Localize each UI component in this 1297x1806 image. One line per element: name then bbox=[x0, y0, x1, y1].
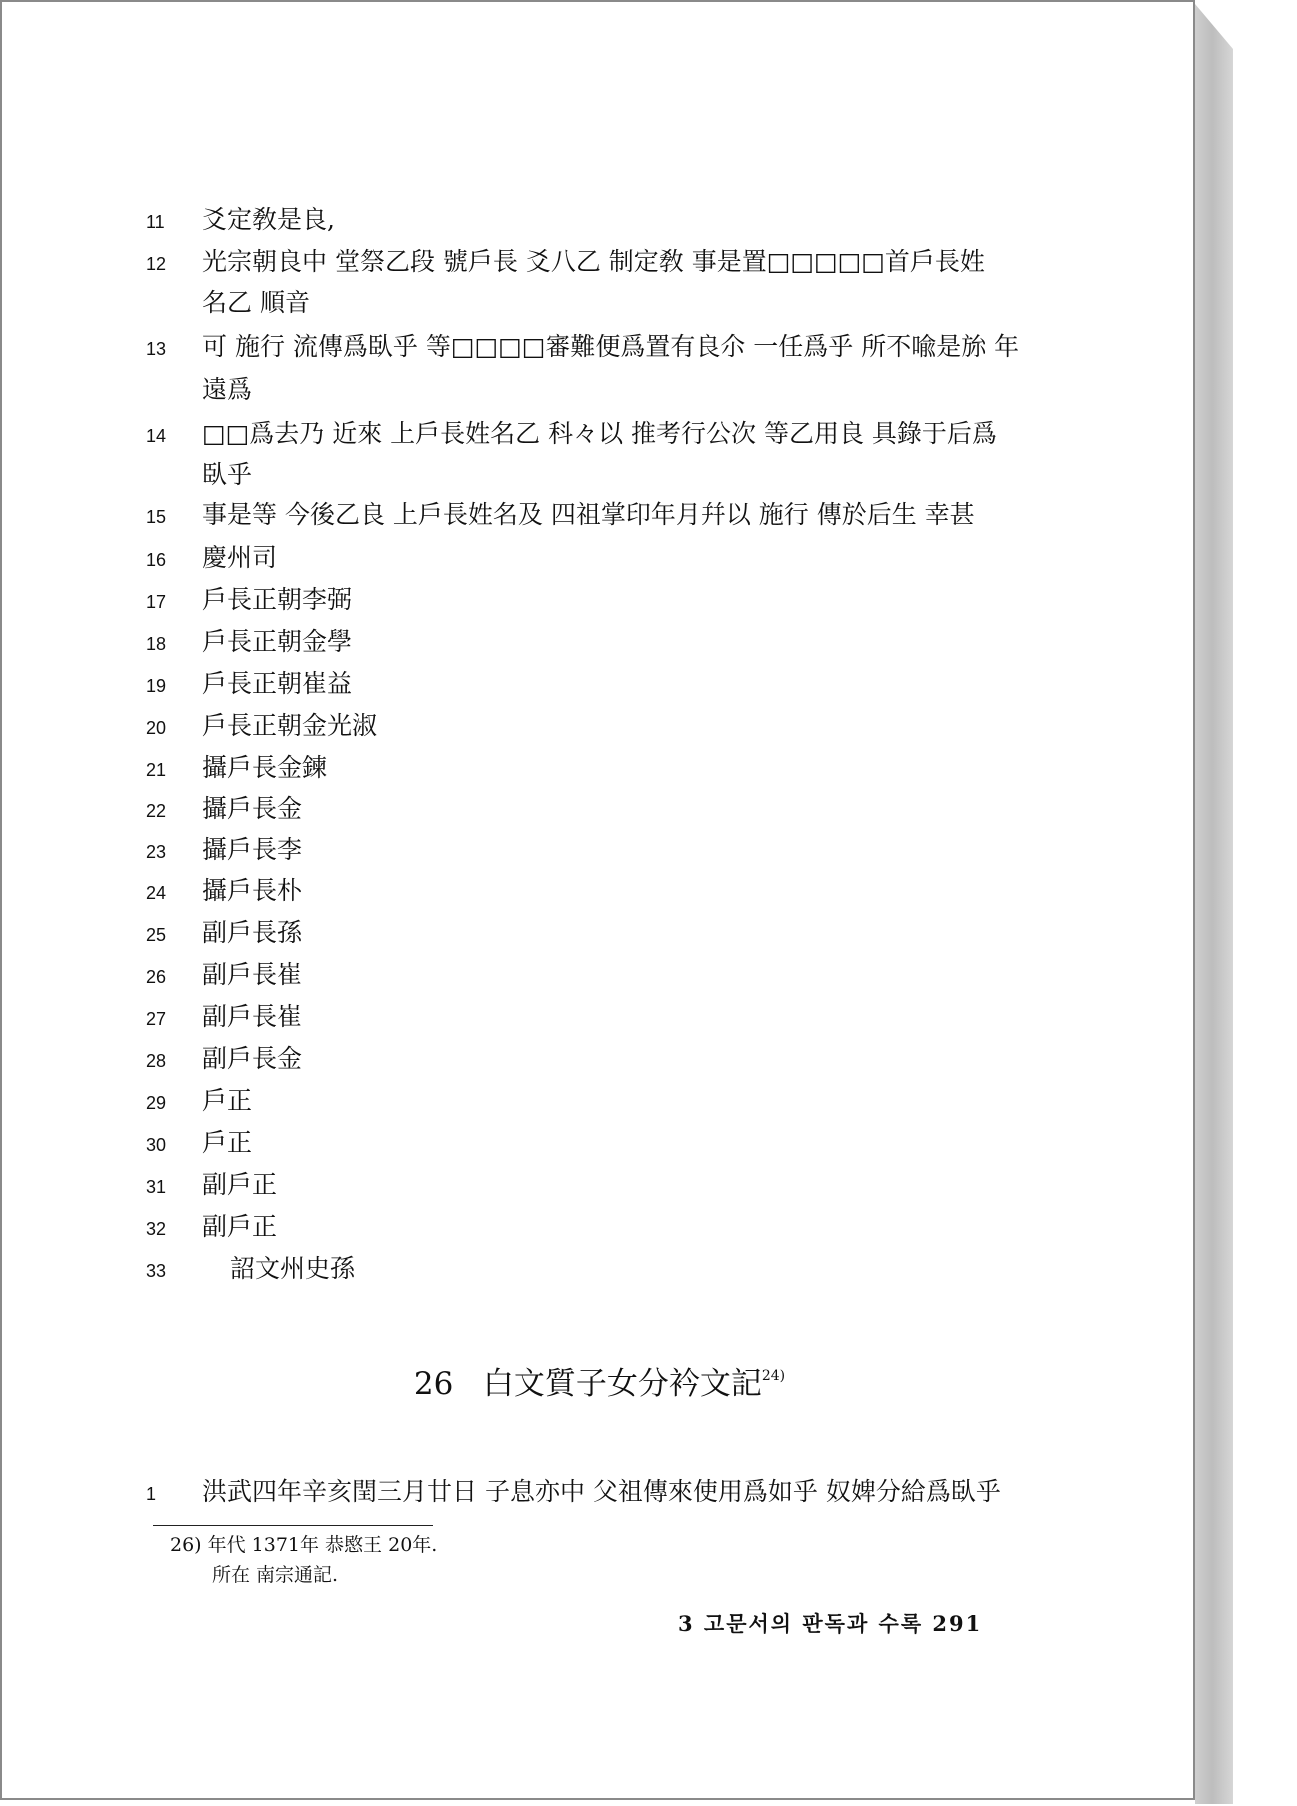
line-text: 攝戶長李 bbox=[202, 835, 303, 864]
line-number: 29 bbox=[146, 1093, 167, 1113]
line-number: 15 bbox=[146, 507, 167, 527]
line-text: 戶正 bbox=[202, 1086, 253, 1115]
line-number: 13 bbox=[146, 339, 167, 359]
footnote-divider bbox=[153, 1525, 433, 1526]
text-line bbox=[146, 1254, 355, 1286]
line-text: 攝戶長金 bbox=[202, 794, 303, 823]
text-line bbox=[146, 332, 1019, 364]
line-text: 副戶長崔 bbox=[202, 960, 303, 989]
text-line bbox=[146, 1477, 1001, 1509]
line-text: 戶長正朝金學 bbox=[202, 627, 353, 656]
line-text: 爻定敎是良, bbox=[202, 205, 335, 234]
line-text: 洪武四年辛亥閏三月廿日 子息亦中 父祖傳來使用爲如乎 奴婢分給爲臥乎 bbox=[202, 1477, 1001, 1506]
line-continuation: 臥乎 bbox=[202, 460, 253, 489]
line-text: 慶州司 bbox=[202, 543, 278, 572]
line-number: 12 bbox=[146, 254, 167, 274]
line-text: 事是等 今後乙良 上戶長姓名及 四祖掌印年月幷以 施行 傳於后生 幸甚 bbox=[202, 500, 975, 529]
line-text: 副戶正 bbox=[202, 1212, 278, 1241]
text-line bbox=[146, 500, 975, 532]
line-number: 32 bbox=[146, 1219, 167, 1239]
line-number: 22 bbox=[146, 801, 167, 821]
text-line bbox=[146, 1170, 277, 1202]
text-line bbox=[146, 711, 377, 743]
text-line bbox=[146, 543, 277, 575]
text-line bbox=[146, 794, 302, 826]
line-number: 1 bbox=[146, 1484, 157, 1504]
text-line bbox=[146, 419, 997, 451]
text-line bbox=[146, 669, 352, 701]
line-text: 詔文州史孫 bbox=[230, 1254, 356, 1283]
section-number: 26 bbox=[413, 1366, 454, 1402]
text-line bbox=[146, 1086, 252, 1118]
line-number: 14 bbox=[146, 426, 167, 446]
text-line bbox=[146, 753, 327, 785]
text-line bbox=[146, 1128, 252, 1160]
line-text: 可 施行 流傳爲臥乎 等□□□□審難便爲置有良尒 一任爲乎 所不喩是旀 年 bbox=[202, 332, 1020, 361]
line-number: 30 bbox=[146, 1135, 167, 1155]
line-text: 攝戶長朴 bbox=[202, 876, 303, 905]
line-number: 20 bbox=[146, 718, 167, 738]
line-continuation: 名乙 順音 bbox=[202, 288, 310, 317]
text-line bbox=[146, 960, 302, 992]
text-line bbox=[146, 205, 335, 237]
line-number: 16 bbox=[146, 550, 167, 570]
line-number: 25 bbox=[146, 925, 167, 945]
line-continuation: 遠爲 bbox=[202, 375, 253, 404]
text-line bbox=[146, 627, 352, 659]
footnote-line: 所在 南宗通記. bbox=[212, 1564, 339, 1586]
line-text: 副戶長崔 bbox=[202, 1002, 303, 1031]
text-line bbox=[146, 1002, 302, 1034]
line-text: 戶正 bbox=[202, 1128, 253, 1157]
line-text: 光宗朝良中 堂祭乙段 號戶長 爻八乙 制定敎 事是置□□□□□首戶長姓 bbox=[202, 247, 985, 276]
line-number: 17 bbox=[146, 592, 167, 612]
line-text: 戶長正朝金光淑 bbox=[202, 711, 378, 740]
line-number: 27 bbox=[146, 1009, 167, 1029]
footnote-line: 26) 年代 1371年 恭愍王 20年. bbox=[170, 1534, 438, 1556]
footnote-marker: 24) bbox=[761, 1368, 786, 1384]
line-number: 33 bbox=[146, 1261, 167, 1281]
line-number: 11 bbox=[146, 212, 165, 232]
line-text: 攝戶長金鍊 bbox=[202, 753, 328, 782]
line-text: 戶長正朝李弼 bbox=[202, 585, 353, 614]
page-edge-shadow bbox=[1195, 4, 1233, 1804]
text-line bbox=[146, 247, 985, 279]
line-number: 21 bbox=[146, 760, 167, 780]
line-text: 副戶正 bbox=[202, 1170, 278, 1199]
line-text: 副戶長孫 bbox=[202, 918, 303, 947]
text-line bbox=[146, 835, 302, 867]
page-footer: 3 고문서의 판독과 수록 291 bbox=[678, 1611, 983, 1636]
line-text: 副戶長金 bbox=[202, 1044, 303, 1073]
text-line bbox=[146, 918, 302, 950]
line-text: □□爲去乃 近來 上戶長姓名乙 科々以 推考行公次 等乙用良 具錄于后爲 bbox=[202, 419, 997, 448]
section-title: 白文質子女分衿文記 bbox=[482, 1366, 762, 1402]
line-number: 18 bbox=[146, 634, 167, 654]
line-number: 23 bbox=[146, 842, 167, 862]
line-number: 26 bbox=[146, 967, 167, 987]
line-number: 19 bbox=[146, 676, 167, 696]
text-line bbox=[146, 876, 302, 908]
text-line bbox=[146, 1212, 277, 1244]
text-line bbox=[146, 585, 352, 617]
line-number: 31 bbox=[146, 1177, 167, 1197]
line-number: 28 bbox=[146, 1051, 167, 1071]
section-heading bbox=[2, 1356, 1197, 1404]
line-number: 24 bbox=[146, 883, 167, 903]
text-line bbox=[146, 1044, 302, 1076]
line-text: 戶長正朝崔益 bbox=[202, 669, 353, 698]
